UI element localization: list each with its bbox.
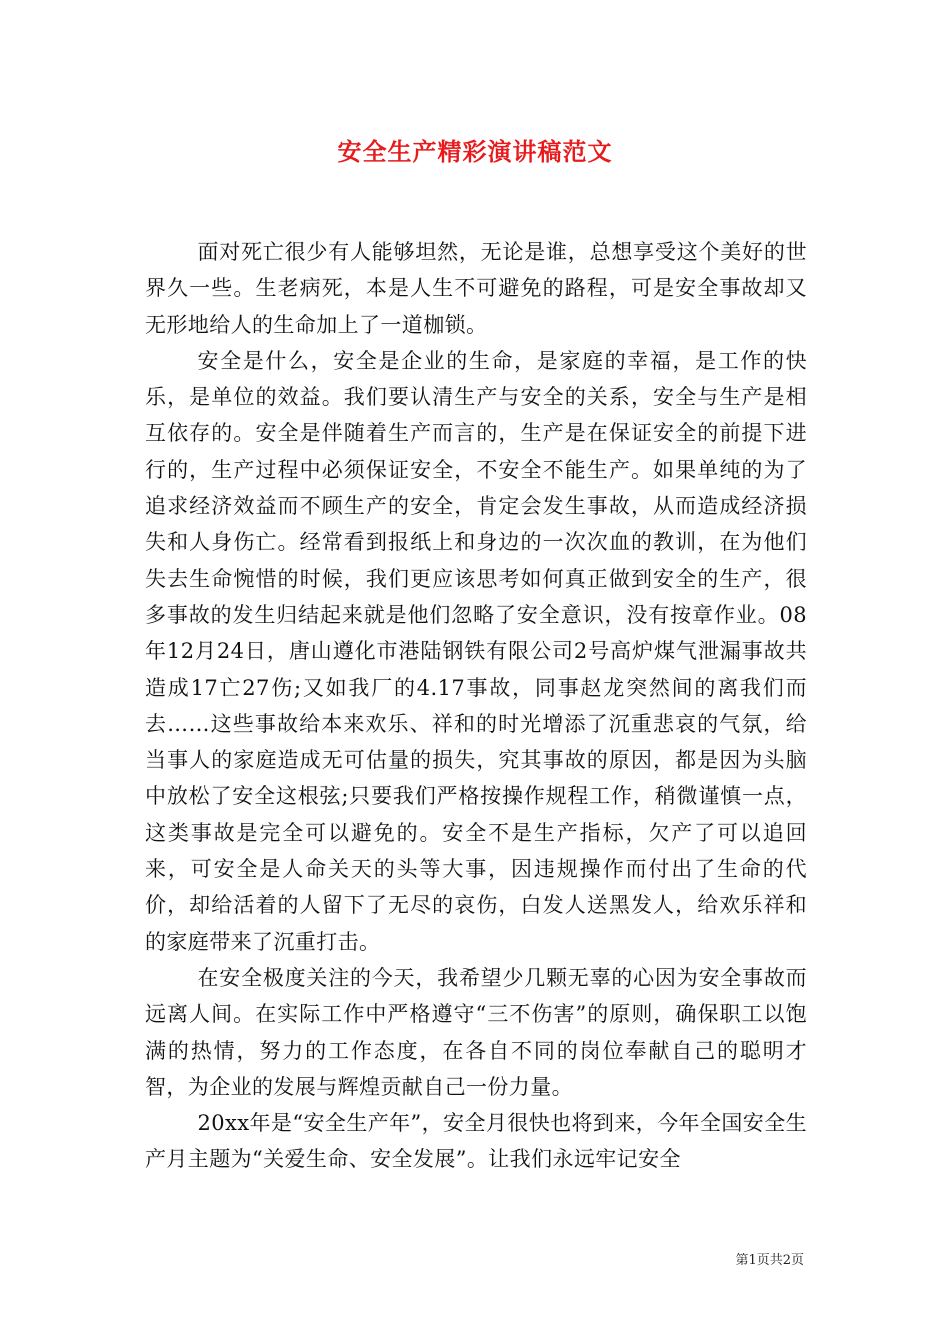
document-body	[145, 234, 807, 1178]
paragraph-1: 面对死亡很少有人能够坦然，无论是谁，总想享受这个美好的世界久一些。生老病死，本是人生不可避免的路程，可是安全事故却又无形地给人的生命加上了一道枷锁。	[145, 240, 807, 337]
document-title: 安全生产精彩演讲稿范文	[337, 137, 613, 166]
paragraph-2: 安全是什么，安全是企业的生命，是家庭的幸福，是工作的快乐，是单位的效益。我们要认清生产与安全的关系，安全与生产是相互依存的。安全是伴随着生产而言的，生产是在保证安全的前提下进行的，生产过程中必须保证安全，不安全不能生产。如果单纯的为了追求经济效益而不顾生产的安全，肯定会发生事故，从而造成经济损失和人身伤亡。经常看到报纸上和身边的一次次血的教训，在为他们失去生命惋惜的时候，我们更应该思考如何真正做到安全的生产，很多事故的发生归结起来就是他们忽略了安全意识，没有按章作业。08年12月24日，唐山遵化市港陆钢铁有限公司2号高炉煤气泄漏事故共造成17亡27伤;又如我厂的4.17事故，同事赵龙突然间的离我们而去……这些事故给本来欢乐、祥和的时光增添了沉重悲哀的气氛，给当事人的家庭造成无可估量的损失，究其事故的原因，都是因为头脑中放松了安全这根弦;只要我们严格按操作规程工作，稍微谨慎一点，这类事故是完全可以避免的。安全不是生产指标，欠产了可以追回来，可安全是人命关天的头等大事，因违规操作而付出了生命的代价，却给活着的人留下了无尽的哀伤，白发人送黑发人，给欢乐祥和的家庭带来了沉重打击。	[145, 348, 807, 954]
page-number-footer: 第1页共2页	[735, 1253, 804, 1268]
paragraph-4: 20xx年是“安全生产年”，安全月很快也将到来，今年全国安全生产月主题为“关爱生命、安全发展”。让我们永远牢记安全	[145, 1111, 807, 1172]
paragraph-3: 在安全极度关注的今天，我希望少几颗无辜的心因为安全事故而远离人间。在实际工作中严格遵守“三不伤害”的原则，确保职工以饱满的热情，努力的工作态度，在各自不同的岗位奉献自己的聪明才智，为企业的发展与辉煌贡献自己一份力量。	[145, 965, 807, 1099]
